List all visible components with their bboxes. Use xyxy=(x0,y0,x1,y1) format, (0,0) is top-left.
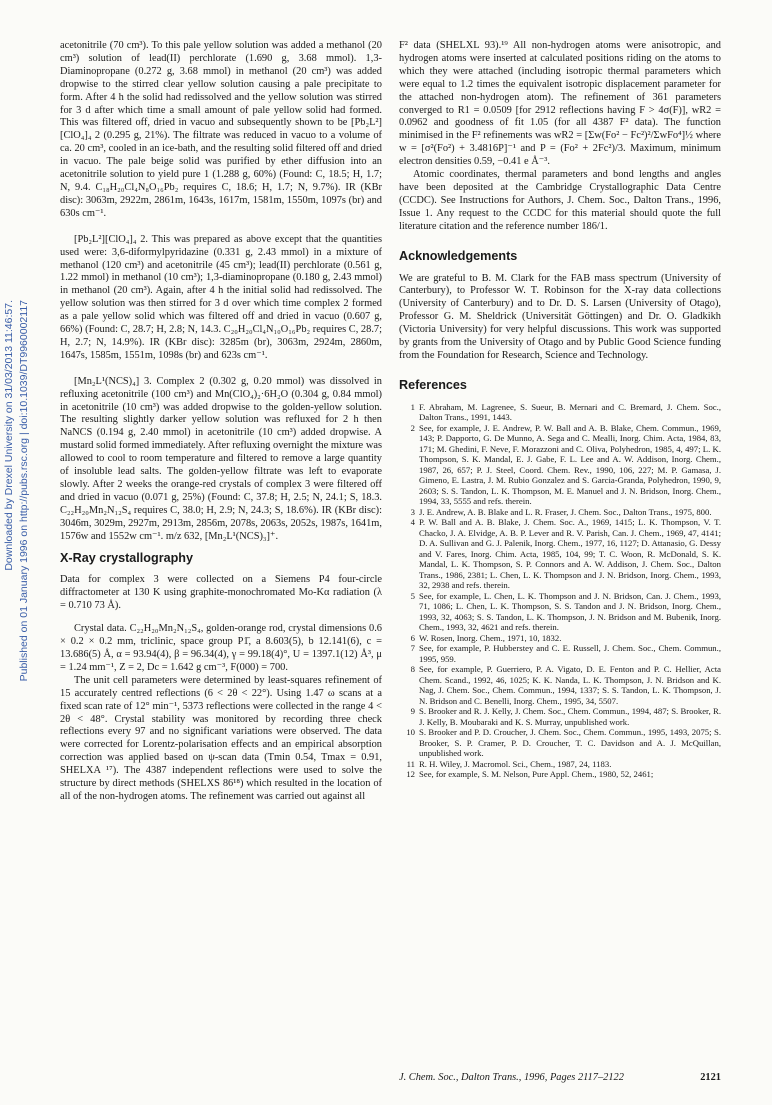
reference-text: F. Abraham, M. Lagrenee, S. Sueur, B. Mernari and C. Bremard, J. Chem. Soc., Dalton Trans., 1991, 1443. xyxy=(419,401,721,423)
reference-number: 6 xyxy=(410,632,415,643)
acknowledgements-heading: Acknowledgements xyxy=(399,248,518,263)
reference-number: 11 xyxy=(406,758,415,769)
synthesis-paragraph-1: acetonitrile (70 cm³). To this pale yellow solution was added a methanol (20 cm³) solution of lead(II) perchlorate (1.690 g, 3.68 mmol). 1,3-Diaminopropane (0.272 g, 3.68 mmol) in methanol (20 cm³) was added dropwise to the stirred clear yellow solution causing a pale precipitate to form. After 4 h the solid had redissolved and the yellow solution was stirred for 3 d after which time a small amount of pale yellow solid had formed. This was filtered off, dried in vacuo and subsequently shown to be [Pb₂L²][ClO₄]₄ 2 (0.295 g, 21%). The filtrate was reduced in vacuo to a volume of ca. 20 cm³, cooled in an ice-bath, and the resulting solid filtered off and dried in vacuo. The pale beige solid was purified by ether diffusion into an acetonitrile solution to yield pure 1 (1.288 g, 60%) (Found: C, 18.5; H, 1.7; N, 9.4. C₁₈H₂₀Cl₄N₈O₁₆Pb₂ requires C, 18.6; H, 1.7; N, 9.7%). IR (KBr disc): 3063m, 2922m, 2861m, 1643s, 1617m, 1581m, 1550m, 1097s (br) and 630s cm⁻¹. xyxy=(60,40,382,219)
reference-item xyxy=(399,769,721,780)
reference-text: See, for example, P. Hubberstey and C. E. Russell, J. Chem. Soc., Chem. Commun., 1995, 959. xyxy=(419,643,721,664)
refinement-paragraph: The unit cell parameters were determined by least-squares refinement of 15 accurately centred reflections (6 < 2θ < 22°). Using 1.47 ω scans at a fixed scan rate of 12° min⁻¹, 5373 reflections were collected in the range 4 < 2θ < 48°. Crystal stability was monitored by recording three check reflections every 97 and no significant variations were observed. The data were corrected for Lorentz-polarisation effects and an empirical absorption correction was applied based on ψ-scan data (Tmin 0.54, Tmax = 0.91, SHELXA ¹⁷). The 4387 independent reflections were used to solve the structure by direct methods (SHELXS 86¹⁸) which resulted in the location of all of the non-hydrogen atoms. The refinement was carried out against all xyxy=(60,674,382,802)
reference-item xyxy=(399,423,721,507)
reference-text: See, for example, J. E. Andrew, P. W. Ball and A. B. Blake, Chem. Commun., 1969, 143; P. Dapporto, G. De Munno, A. Sega and C. Mealli, Inorg. Chim. Acta, 1984, 83, 171; M. Ghedini, F. Neve, F. Morazzoni and C. Oliva, Polyhedron, 1985, 4, 497; L. K. Thompson, S. K. Mandal, E. J. Gabe, F. L. Lee and A. W. Addison, Inorg. Chem., 1987, 26, 657; P. J. Steel, Coord. Chem. Rev., 1990, 106, 227; M. P. Gamasa, J. Gimeno, E. Lastra, J. M. Rubio Gonzalez and S. Garcia-Granda, Polyhedron, 1990, 9, 2603; S. S. Tandon, L. K. Thompson, M. E. Manuel and J. N. Bridson, Inorg. Chem., 1994, 33, 5555 and refs. therein. xyxy=(419,422,721,507)
reference-text: W. Rosen, Inorg. Chem., 1971, 10, 1832. xyxy=(419,632,562,643)
xray-intro: Data for complex 3 were collected on a Siemens P4 four-circle diffractometer at 130 K using graphite-monochromated Mo-Kα radiation (λ = 0.710 73 Å). xyxy=(60,574,382,612)
xray-heading: X-Ray crystallography xyxy=(60,550,193,565)
journal-citation: J. Chem. Soc., Dalton Trans., 1996, Pages 2117–2122 xyxy=(399,1072,624,1083)
reference-item xyxy=(399,402,721,423)
reference-item xyxy=(399,633,721,644)
left-column xyxy=(60,40,382,804)
page-footer xyxy=(399,1072,721,1083)
reference-item xyxy=(399,727,721,759)
reference-item xyxy=(399,517,721,591)
right-column xyxy=(399,40,721,780)
reference-text: See, for example, P. Guerriero, P. A. Vigato, D. E. Fenton and P. C. Hellier, Acta Chem. Scand., 1992, 46, 1025; K. K. Nanda, L. K. Thompson, J. N. Bridson and K. Nag, J. Chem. Soc., Chem. Commun., 1994, 1337; S. S. Tandon, L. K. Thompson, J. N. Bridson and C. Benelli, Inorg. Chem., 1995, 34, 5507. xyxy=(419,664,721,706)
references-heading: References xyxy=(399,377,467,392)
reference-number: 5 xyxy=(410,590,415,601)
reference-text: S. Brooker and P. D. Croucher, J. Chem. Soc., Chem. Commun., 1995, 1493, 2075; S. Brooker, S. P. Cramer, P. D. Croucher, T. C. Davidson and A. J. McQuillan, unpublished work. xyxy=(419,727,721,759)
doi-notice[interactable]: Published on 01 January 1996 on http://pubs.rsc.org | doi:10.1039/DT9960002117 xyxy=(18,300,30,682)
reference-number: 7 xyxy=(410,643,415,654)
synthesis-paragraph-complex-2: [Pb₂L²][ClO₄]₄ 2. This was prepared as above except that the quantities used were: 3,6-diformylpyridazine (0.331 g, 2.43 mmol) in a mixture of methanol (120 cm³) and acetonitrile (45 cm³); lead(II) perchlorate (0.561 g, 1.22 mmol) in methanol (10 cm³); 1,3-diaminopropane (0.180 g, 2.43 mmol) in methanol (20 cm³). Again, after 4 h the initial solid had redissolved. The yellow solution was then stirred for 3 d over which time complex 2 formed as a pale yellow solid which was filtered off and dried in vacuo (0.607 g, 66%) (Found: C, 28.7; H, 2.8; N, 14.3. C₂₀H₂₀Cl₄N₁₀O₁₆Pb₂ requires C, 28.7; H, 2.7; N, 14.9%). IR (KBr disc): 3285m (br), 3063m, 2924m, 2860m, 1647s, 1585m, 1551m, 1098s (br) and 623s cm⁻¹. xyxy=(60,233,382,361)
deposition-paragraph: Atomic coordinates, thermal parameters and bond lengths and angles have been deposited at the Cambridge Crystallographic Data Centre (CCDC). See Instructions for Authors, J. Chem. Soc., Dalton Trans., 1996, Issue 1. Any request to the CCDC for this material should quote the full literature citation and the reference number 186/1. xyxy=(399,169,721,232)
reference-item xyxy=(399,591,721,633)
reference-number: 3 xyxy=(410,506,415,517)
reference-item xyxy=(399,759,721,770)
reference-item xyxy=(399,507,721,518)
reference-item xyxy=(399,664,721,706)
reference-text: See, for example, L. Chen, L. K. Thompson and J. N. Bridson, Can. J. Chem., 1993, 71, 1086; L. Chen, L. K. Thompson, S. S. Tandon and J. N. Bridson, Inorg. Chem., 1993, 32, 4063; S. S. Tandon, L. K. Thompson, J. N. Bridson and M. Bubenik, Inorg. Chem., 1993, 32, 4621 and refs. therein. xyxy=(419,590,721,633)
reference-list xyxy=(399,402,721,780)
reference-number: 2 xyxy=(410,422,415,433)
reference-text: R. H. Wiley, J. Macromol. Sci., Chem., 1987, 24, 1183. xyxy=(419,758,612,769)
crystal-data: Crystal data. C₂₂H₂₀Mn₂N₁₂S₄, golden-orange rod, crystal dimensions 0.6 × 0.2 × 0.2 mm, triclinic, space group P1̄, a 8.603(5), b 12.141(6), c = 13.686(5) Å, α = 93.94(4), β = 96.34(4), γ = 99.18(4)°, U = 1397.1(12) Å³, μ = 1.24 mm⁻¹, Z = 2, Dc = 1.642 g cm⁻³, F(000) = 700. xyxy=(60,623,382,673)
reference-text: See, for example, S. M. Nelson, Pure Appl. Chem., 1980, 52, 2461; xyxy=(419,769,654,780)
reference-number: 1 xyxy=(410,401,415,412)
reference-number: 9 xyxy=(410,706,415,717)
reference-number: 12 xyxy=(406,769,415,780)
refinement-continued: F² data (SHELXL 93).¹⁹ All non-hydrogen atoms were anisotropic, and hydrogen atoms were inserted at calculated positions riding on the atoms to which they were attached (including isotropic thermal parameters which were equal to 1.2 times the equivalent isotropic displacement parameter for the attached non-hydrogen atom). The refinement of 361 parameters converged to R1 = 0.0509 [for 2912 reflections having F > 4σ(F)], wR2 = 0.0962 and goodness of fit 1.05 (for all 4387 F² data). The function minimised in the F² refinements was wR2 = [Σw(Fo² − Fc²)²/ΣwFo⁴]½ where w = [σ²(Fo²) + 3.4816P]⁻¹ and P = (Fo² + 2Fc²)/3. Maximum, minimum electron densities 0.59, −0.41 e Å⁻³. xyxy=(399,40,721,168)
reference-text: J. E. Andrew, A. B. Blake and L. R. Fraser, J. Chem. Soc., Dalton Trans., 1975, 800. xyxy=(419,506,712,517)
synthesis-paragraph-complex-3: [Mn₂L¹(NCS)₄] 3. Complex 2 (0.302 g, 0.20 mmol) was dissolved in refluxing acetonitrile (100 cm³) and Mn(ClO₄)₂·6H₂O (0.304 g, 0.84 mmol) in acetonitrile (10 cm³) was added dropwise to the golden-yellow solution. The resulting slightly darker yellow solution was refluxed for 2 h then NaNCS (0.194 g, 2.40 mmol) in acetonitrile (10 cm³) added dropwise. A mustard solid formed immediately. After refluxing overnight the mixture was allowed to cool to room temperature and filtered to remove a large quantity of insoluble lead salts. The golden-yellow filtrate was left to evaporate slowly. After 2 weeks the orange-red crystals of complex 3 were filtered off and dried in vacuo (0.071 g, 25%) (Found: C, 37.8; H, 2.5; N, 24.1; S, 18.3. C₂₂H₂₀Mn₂N₁₂S₄ requires C, 38.0; H, 2.9; N, 24.3; S, 18.6%). IR (KBr disc): 3046m, 3029m, 2927m, 2913m, 2856m, 2078s, 2063s, 2052s, 1987s, 1641m, 1576w and 1552w cm⁻¹. m/z 632, [Mn₂L¹(NCS)₃]⁺. xyxy=(60,375,382,542)
download-watermark xyxy=(3,300,31,790)
reference-text: S. Brooker and R. J. Kelly, J. Chem. Soc., Chem. Commun., 1994, 487; S. Brooker, R. J. Kelly, B. Moubaraki and K. S. Murray, unpublished work. xyxy=(419,706,721,727)
reference-number: 4 xyxy=(410,517,415,528)
acknowledgements-text: We are grateful to B. M. Clark for the FAB mass spectrum (University of Canterbury), to Professor W. T. Robinson for the X-ray data collections (University of Canterbury) and to Dr. D. S. Larsen (University of Otago), Professor G. M. Sheldrick (Universität Göttingen) and Dr. O. Gladkikh (Victoria University) for very helpful discussions. This work was supported by grants from the University of Otago and by Public Good Science funding from the Foundation for Research, Science and Technology. xyxy=(399,272,721,361)
reference-number: 10 xyxy=(406,727,415,738)
reference-item xyxy=(399,643,721,664)
reference-item xyxy=(399,706,721,727)
reference-number: 8 xyxy=(410,664,415,675)
download-notice[interactable]: Downloaded by Drexel University on 31/03/2013 11:46:57. xyxy=(3,300,15,571)
reference-text: P. W. Ball and A. B. Blake, J. Chem. Soc. A., 1969, 1415; L. K. Thompson, V. T. Chacko, J. A. Elvidge, A. B. P. Lever and R. V. Parish, Can. J. Chem., 1969, 47, 4141; D. A. Sullivan and G. J. Palenik, Inorg. Chem., 1977, 16, 1127; D. Attanasio, G. Dessy and V. Fares, Inorg. Chim. Acta, 1985, 104, 99; T. C. Woon, R. McDonald, S. K. Mandal, L. K. Thompson, S. P. Connors and A. W. Addison, J. Chem. Soc., Dalton Trans., 1986, 2381; L. Chen, L. K. Thompson and J. N. Bridson, Inorg. Chem., 1993, 32, 2938 and refs. therein. xyxy=(419,517,721,591)
page-number: 2121 xyxy=(700,1072,721,1083)
